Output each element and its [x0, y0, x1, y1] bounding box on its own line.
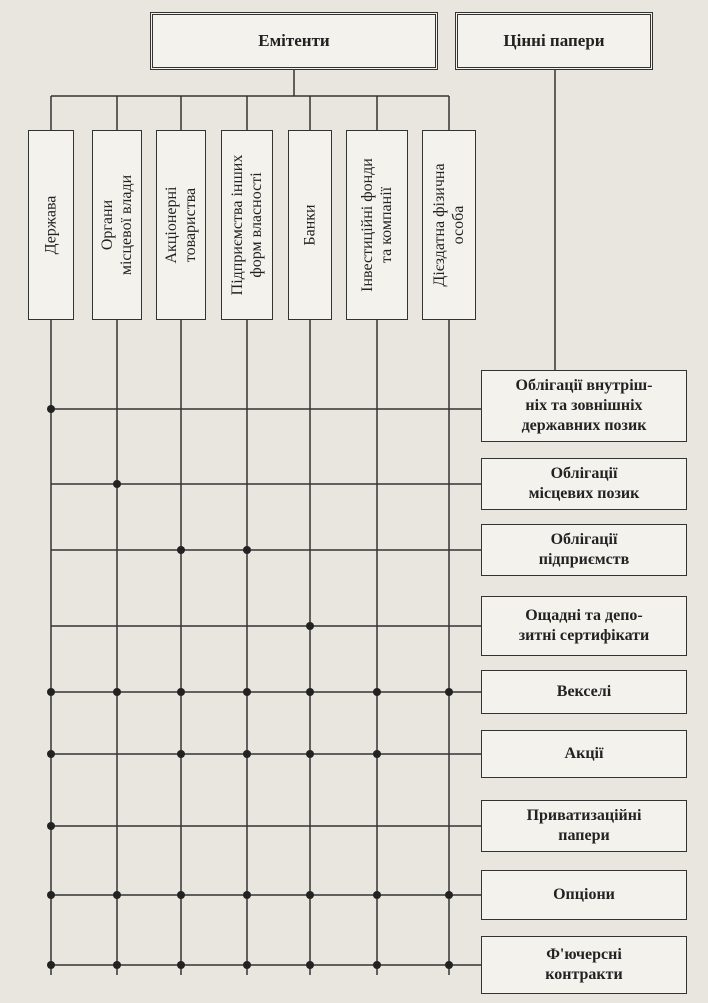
issuer-label: Органи місцевої влади	[99, 174, 135, 276]
junction-dot	[113, 480, 121, 488]
junction-dot	[445, 688, 453, 696]
issuer-other-enterprises	[221, 130, 273, 320]
junction-dot	[177, 891, 185, 899]
junction-dot	[177, 688, 185, 696]
security-local-bonds	[481, 458, 687, 510]
security-label: Облігації внутріш- ніх та зовнішніх державних позик	[515, 377, 653, 434]
junction-dot	[373, 688, 381, 696]
junction-dot	[177, 546, 185, 554]
junction-dot	[306, 750, 314, 758]
junction-dot	[47, 822, 55, 830]
security-certificates	[481, 596, 687, 656]
security-government-bonds	[481, 370, 687, 442]
junction-dot	[243, 750, 251, 758]
junction-dot	[243, 961, 251, 969]
junction-dot	[47, 688, 55, 696]
issuer-local-authorities	[92, 130, 142, 320]
junction-dot	[306, 622, 314, 630]
junction-dot	[47, 961, 55, 969]
securities-title: Цінні папери	[503, 31, 605, 50]
junction-dot	[47, 405, 55, 413]
security-futures	[481, 936, 687, 994]
issuers-title: Емітенти	[258, 31, 330, 50]
junction-dot	[47, 750, 55, 758]
issuer-joint-stock-companies	[156, 130, 206, 320]
junction-dot	[243, 891, 251, 899]
issuer-label: Банки	[301, 204, 319, 246]
junction-dot	[445, 961, 453, 969]
security-label: Ощадні та депо- зитні сертифікати	[518, 607, 650, 644]
issuer-state	[28, 130, 74, 320]
issuer-label: Держава	[42, 195, 60, 255]
junction-dot	[113, 961, 121, 969]
junction-dot	[243, 688, 251, 696]
security-options	[481, 870, 687, 920]
junction-dot	[306, 891, 314, 899]
security-bills	[481, 670, 687, 714]
issuer-investment-funds	[346, 130, 408, 320]
junction-dot	[373, 750, 381, 758]
security-label: Ф'ючерсні контракти	[545, 946, 623, 983]
issuer-banks	[288, 130, 332, 320]
junction-dot	[47, 891, 55, 899]
junction-dot	[177, 750, 185, 758]
junction-dot	[177, 961, 185, 969]
issuer-label: Підприємства інших форм власності	[229, 154, 265, 296]
junction-dot	[306, 961, 314, 969]
security-corporate-bonds	[481, 524, 687, 576]
securities-header	[455, 12, 653, 70]
security-label: Векселі	[556, 683, 612, 700]
security-label: Облігації місцевих позик	[528, 465, 640, 502]
issuer-label: Акціонерні товариства	[163, 186, 199, 264]
issuer-label: Інвестиційні фонди та компанії	[359, 158, 395, 292]
junction-dot	[243, 546, 251, 554]
junction-dot	[445, 891, 453, 899]
junction-dot	[306, 688, 314, 696]
junction-dot	[373, 891, 381, 899]
security-label: Облігації підприємств	[538, 531, 630, 568]
junction-dot	[113, 688, 121, 696]
issuers-header	[150, 12, 438, 70]
junction-dot	[113, 891, 121, 899]
issuer-label: Дієздатна фізична особа	[431, 163, 467, 287]
security-shares	[481, 730, 687, 778]
issuer-individual	[422, 130, 476, 320]
junction-dot	[373, 961, 381, 969]
security-label: Акції	[564, 745, 604, 762]
security-label: Приватизаційні папери	[526, 807, 642, 844]
security-privatization-papers	[481, 800, 687, 852]
security-label: Опціони	[553, 886, 615, 903]
